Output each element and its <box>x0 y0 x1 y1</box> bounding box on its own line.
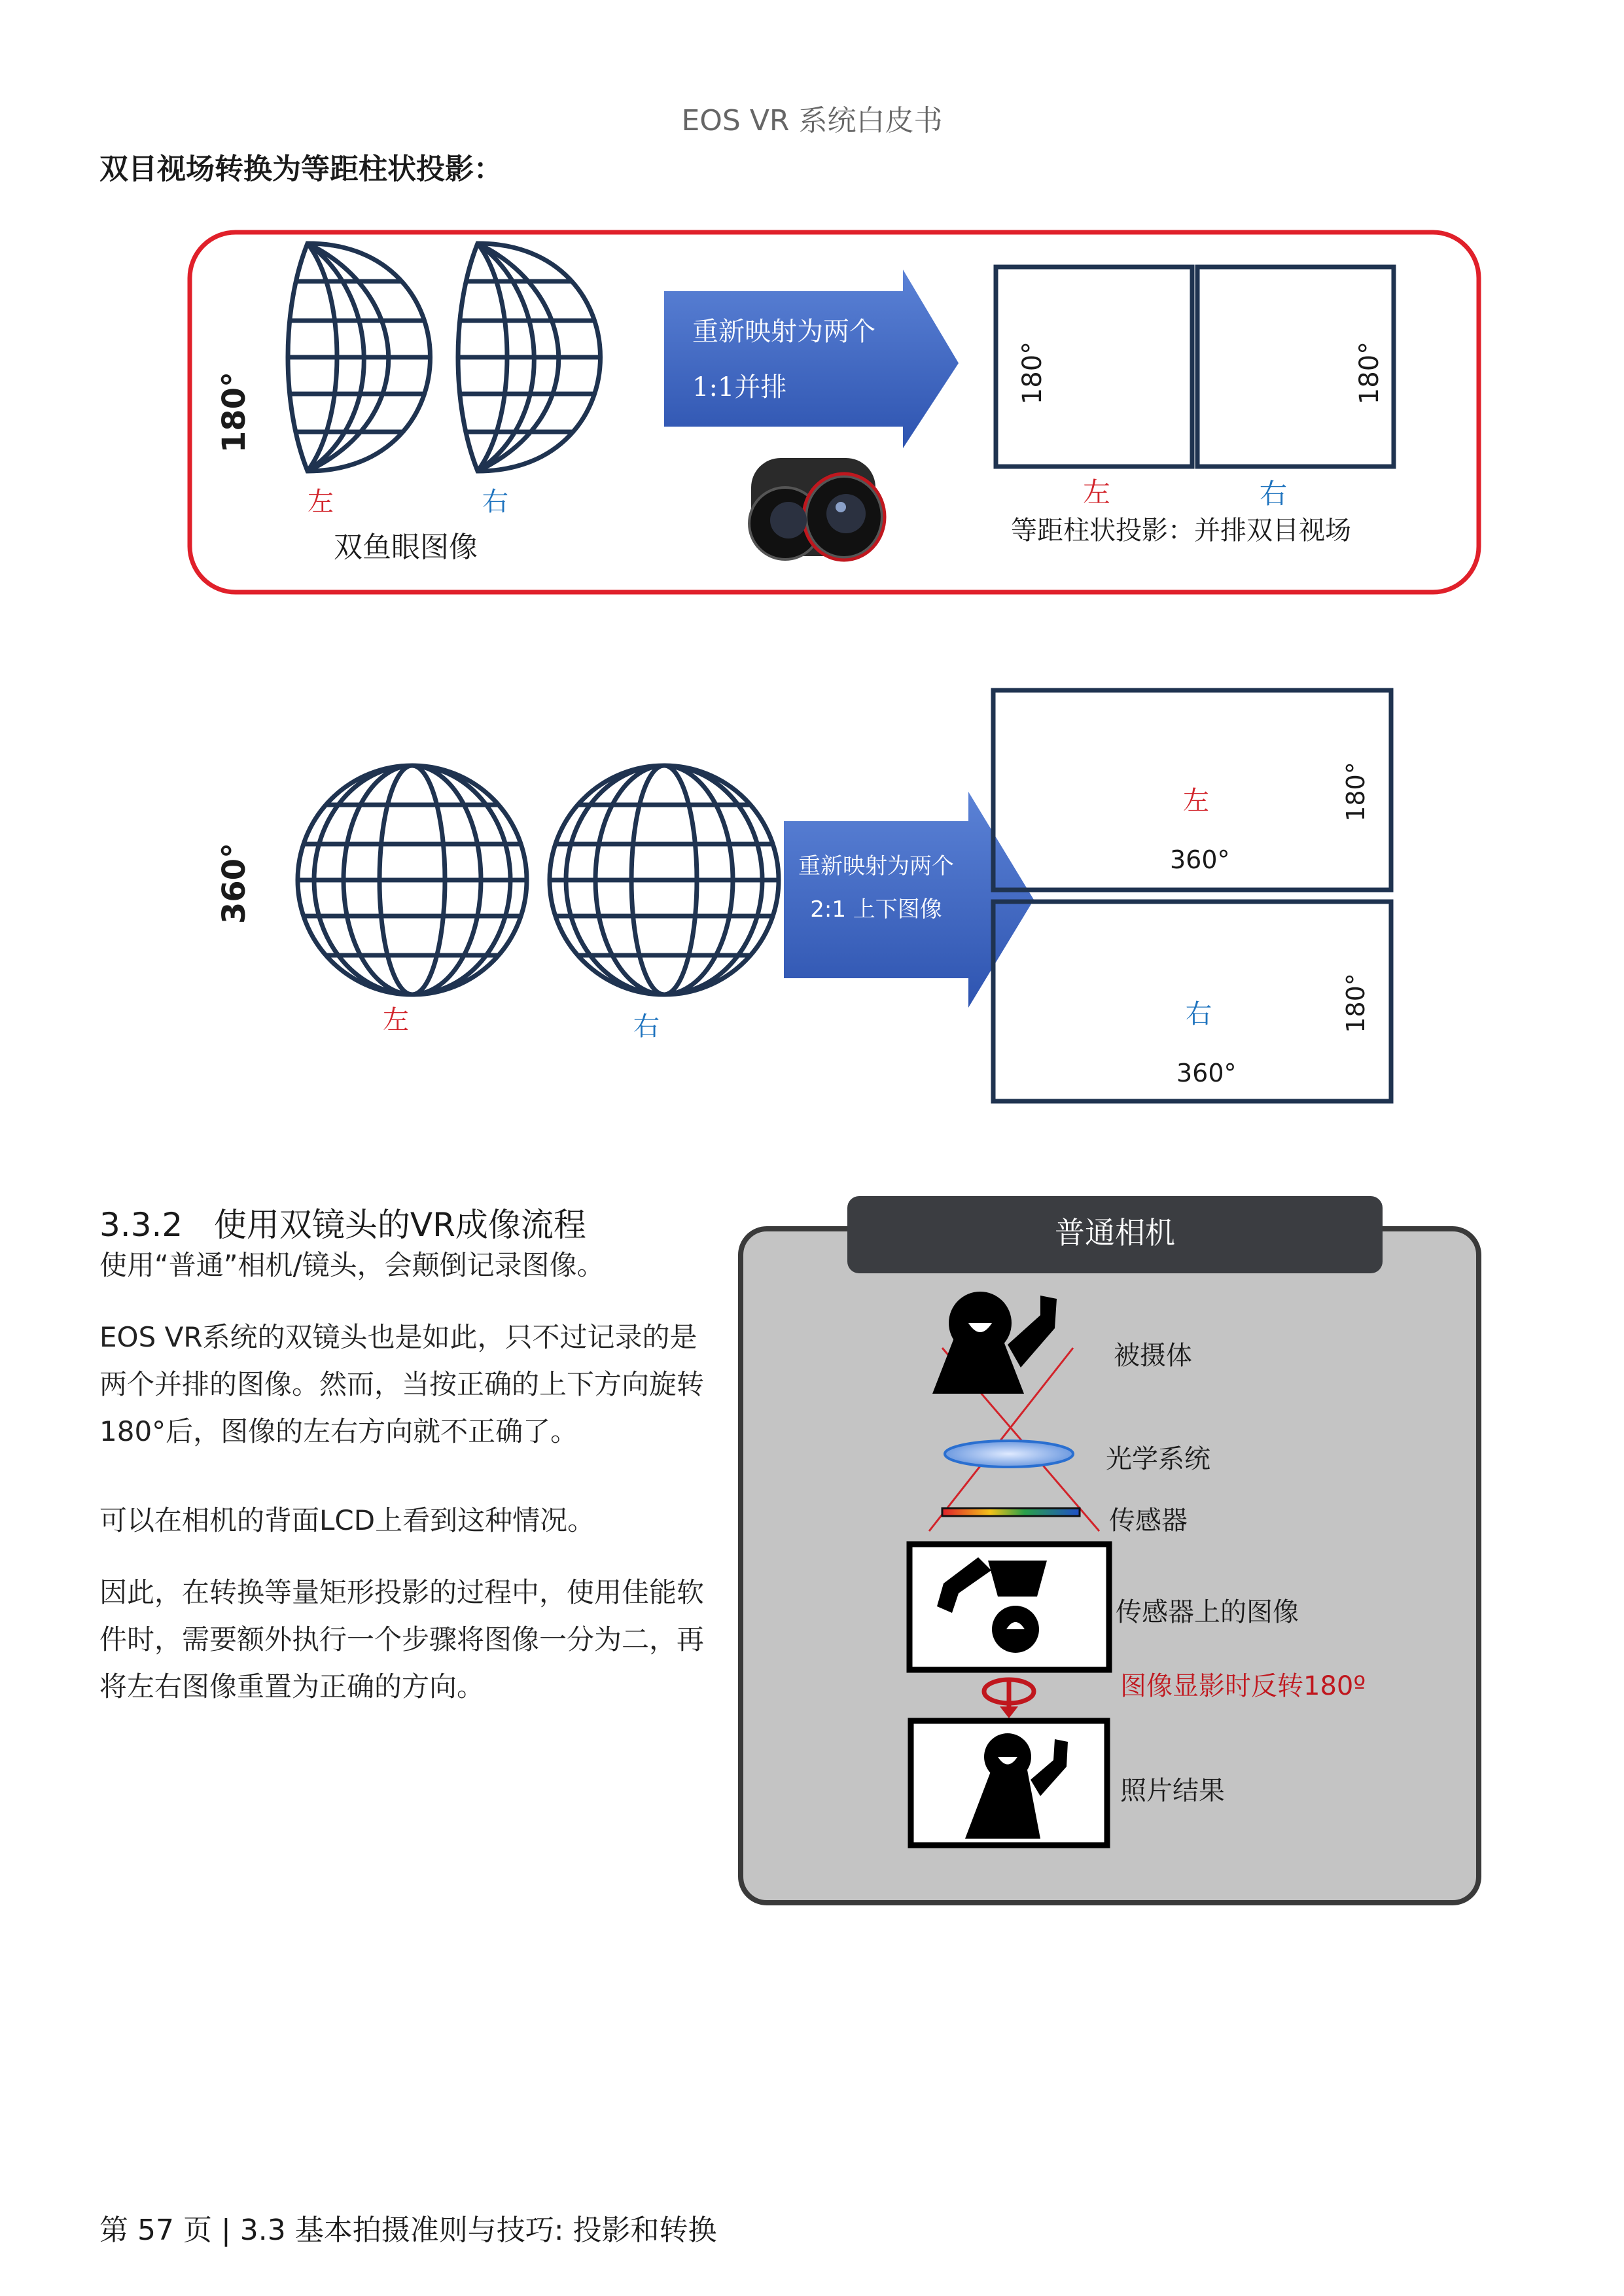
sensor-image-label: 传感器上的图像 <box>1116 1597 1299 1627</box>
arrow2-line2: 2:1 上下图像 <box>810 896 942 923</box>
rect-right-angle: 180° <box>1354 341 1385 405</box>
section-title: 双目视场转换为等距柱状投影： <box>99 152 503 186</box>
arrow1-line1: 重新映射为两个 <box>692 317 875 347</box>
fisheye-left-label: 左 <box>308 487 334 517</box>
paragraph-4: 因此，在转换等量矩形投影的过程中，使用佳能软件时，需要额外执行一个步骤将图像一分为二，再将左右图像重置为正确的方向。 <box>99 1576 705 1703</box>
subsection-heading: 3.3.2 使用双镜头的VR成像流程 <box>99 1206 586 1244</box>
fisheye-caption: 双鱼眼图像 <box>334 531 478 564</box>
paragraph-1: 使用“普通”相机/镜头，会颠倒记录图像。 <box>99 1249 605 1281</box>
arrow2-line1: 重新映射为两个 <box>798 853 954 879</box>
paragraph-2: EOS VR系统的双镜头也是如此，只不过记录的是两个并排的图像。然而，当按正确的上下方向旋转180°后，图像的左右方向就不正确了。 <box>99 1321 705 1447</box>
page-header: EOS VR 系统白皮书 <box>681 104 943 137</box>
subject-label: 被摄体 <box>1114 1341 1192 1371</box>
remap-arrow-1 <box>664 270 959 448</box>
rect-right-label: 右 <box>1260 478 1288 510</box>
optics-label: 光学系统 <box>1106 1444 1210 1474</box>
bottom-rect-label: 右 <box>1186 999 1212 1029</box>
lens-icon <box>945 1441 1073 1467</box>
top-rect-label: 左 <box>1183 786 1209 816</box>
sensor-icon <box>942 1508 1080 1516</box>
dual-lens-icon <box>749 458 885 560</box>
sphere-right-icon <box>540 766 788 995</box>
angle-180-label: 180° <box>216 371 253 453</box>
camera-diagram <box>733 1178 1492 1924</box>
fisheye-right-icon <box>432 243 641 471</box>
page-footer: 第 57 页 | 3.3 基本拍摄准则与技巧: 投影和转换 <box>99 2214 717 2247</box>
sphere-left-label: 左 <box>383 1005 409 1035</box>
arrow1-line2: 1:1并排 <box>692 372 787 402</box>
paragraph-3: 可以在相机的背面LCD上看到这种情况。 <box>99 1504 595 1536</box>
angle-360-label: 360° <box>216 842 253 925</box>
top-rect-angle-v: 180° <box>1341 762 1370 822</box>
flip-note: 图像显影时反转180º <box>1120 1671 1366 1701</box>
top-rect-angle-h: 360° <box>1170 845 1230 874</box>
camera-title: 普通相机 <box>1055 1215 1175 1250</box>
equirect-caption: 等距柱状投影：并排双目视场 <box>1011 516 1351 546</box>
sphere-left-icon <box>288 766 537 995</box>
rect-left-angle: 180° <box>1017 341 1048 405</box>
bottom-rect-angle-v: 180° <box>1341 973 1370 1033</box>
sensor-label: 传感器 <box>1109 1506 1188 1536</box>
rect-left-label: 左 <box>1083 476 1111 508</box>
bottom-rect-angle-h: 360° <box>1176 1059 1237 1087</box>
sphere-right-label: 右 <box>633 1012 660 1042</box>
fisheye-right-label: 右 <box>482 487 508 517</box>
fisheye-left-icon <box>262 243 471 471</box>
result-label: 照片结果 <box>1120 1776 1225 1806</box>
